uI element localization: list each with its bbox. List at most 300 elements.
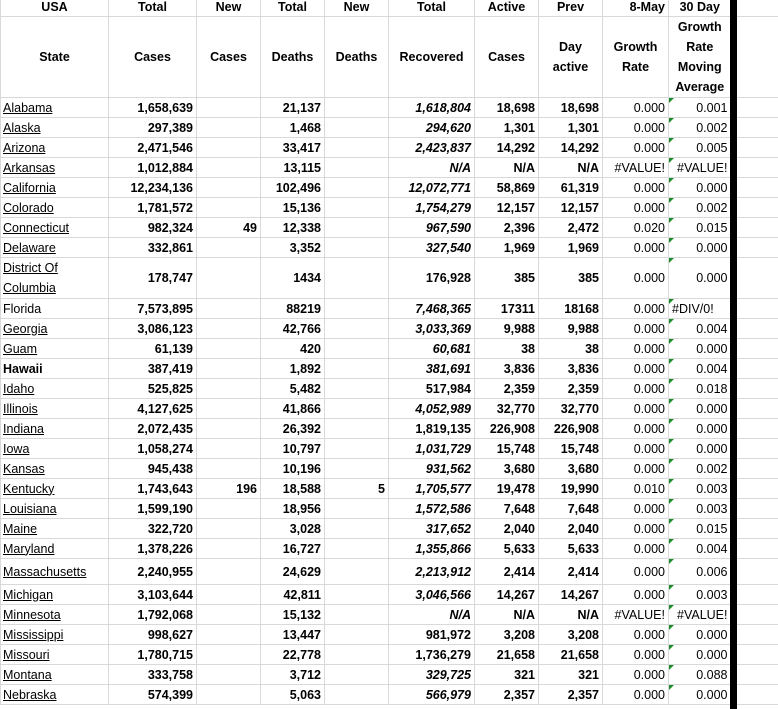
cell-total-cases[interactable]: 332,861 [109,238,197,258]
cell-total-recovered[interactable]: 7,468,365 [389,299,475,319]
cell-moving-average[interactable]: 0.003 [669,499,731,519]
cell-prev-day-active[interactable]: 226,908 [539,419,603,439]
header-new-deaths[interactable]: Deaths [325,17,389,98]
cell-growth-rate[interactable]: 0.000 [603,499,669,519]
cell-total-recovered[interactable]: 3,033,369 [389,319,475,339]
cell-new-cases[interactable] [197,559,261,585]
cell-new-deaths[interactable] [325,319,389,339]
cell-moving-average[interactable]: 0.004 [669,539,731,559]
cell-total-deaths[interactable]: 18,588 [261,479,325,499]
cell-moving-average[interactable]: 0.000 [669,645,731,665]
cell-total-recovered[interactable]: N/A [389,605,475,625]
cell-total-recovered[interactable]: 2,423,837 [389,138,475,158]
cell-state-name[interactable]: Massachusetts [1,559,109,585]
cell-active-cases[interactable]: 18,698 [475,98,539,118]
cell-new-cases[interactable] [197,198,261,218]
cell-total-deaths[interactable]: 3,352 [261,238,325,258]
cell-total-cases[interactable]: 945,438 [109,459,197,479]
cell-moving-average[interactable]: 0.002 [669,459,731,479]
cell-moving-average[interactable]: 0.000 [669,685,731,705]
cell-active-cases[interactable]: 7,648 [475,499,539,519]
header-usa[interactable]: USA [1,0,109,17]
cell-total-cases[interactable]: 61,139 [109,339,197,359]
cell-total-cases[interactable]: 3,086,123 [109,319,197,339]
cell-state-name[interactable]: Louisiana [1,499,109,519]
cell-state-name[interactable]: Mississippi [1,625,109,645]
cell-total-recovered[interactable]: 327,540 [389,238,475,258]
cell-new-cases[interactable] [197,685,261,705]
cell-new-cases[interactable] [197,645,261,665]
cell-total-recovered[interactable]: 1,572,586 [389,499,475,519]
cell-total-recovered[interactable]: 931,562 [389,459,475,479]
cell-total-deaths[interactable]: 41,866 [261,399,325,419]
cell-new-deaths[interactable] [325,625,389,645]
cell-state-name[interactable]: Maine [1,519,109,539]
cell-moving-average[interactable]: 0.001 [669,98,731,118]
cell-growth-rate[interactable]: 0.000 [603,198,669,218]
cell-state-name[interactable]: Illinois [1,399,109,419]
cell-moving-average[interactable]: 0.004 [669,319,731,339]
cell-new-cases[interactable] [197,585,261,605]
cell-growth-rate[interactable]: 0.000 [603,459,669,479]
cell-total-cases[interactable]: 1,012,884 [109,158,197,178]
cell-growth-rate[interactable]: 0.010 [603,479,669,499]
cell-growth-rate[interactable]: 0.000 [603,98,669,118]
cell-state-name[interactable]: California [1,178,109,198]
cell-new-deaths[interactable] [325,419,389,439]
header-total-cases-top[interactable]: Total [109,0,197,17]
cell-total-recovered[interactable]: 3,046,566 [389,585,475,605]
cell-prev-day-active[interactable]: 1,969 [539,238,603,258]
cell-prev-day-active[interactable]: 61,319 [539,178,603,198]
cell-new-cases[interactable] [197,459,261,479]
cell-growth-rate[interactable]: #VALUE! [603,158,669,178]
cell-total-deaths[interactable]: 15,136 [261,198,325,218]
cell-new-deaths[interactable] [325,238,389,258]
cell-new-cases[interactable] [197,339,261,359]
cell-new-deaths[interactable] [325,138,389,158]
cell-active-cases[interactable]: 9,988 [475,319,539,339]
cell-total-deaths[interactable]: 13,115 [261,158,325,178]
cell-total-cases[interactable]: 1,058,274 [109,439,197,459]
cell-total-recovered[interactable]: 294,620 [389,118,475,138]
cell-prev-day-active[interactable]: 5,633 [539,539,603,559]
cell-total-cases[interactable]: 1,781,572 [109,198,197,218]
cell-new-deaths[interactable]: 5 [325,479,389,499]
cell-active-cases[interactable]: 2,396 [475,218,539,238]
cell-total-cases[interactable]: 574,399 [109,685,197,705]
cell-moving-average[interactable]: 0.000 [669,238,731,258]
cell-active-cases[interactable]: 385 [475,258,539,299]
cell-new-cases[interactable] [197,299,261,319]
cell-state-name[interactable]: Iowa [1,439,109,459]
header-active-cases[interactable]: Cases [475,17,539,98]
cell-new-cases[interactable] [197,118,261,138]
cell-total-deaths[interactable]: 18,956 [261,499,325,519]
cell-total-recovered[interactable]: 1,618,804 [389,98,475,118]
header-moving-average[interactable]: Growth Rate Moving Average [669,17,731,98]
cell-state-name[interactable]: Connecticut [1,218,109,238]
cell-new-deaths[interactable] [325,685,389,705]
header-deaths[interactable]: Deaths [261,17,325,98]
cell-state-name[interactable]: District Of Columbia [1,258,109,299]
cell-new-deaths[interactable] [325,665,389,685]
cell-total-cases[interactable]: 4,127,625 [109,399,197,419]
cell-moving-average[interactable]: 0.000 [669,419,731,439]
cell-total-deaths[interactable]: 5,482 [261,379,325,399]
cell-new-deaths[interactable] [325,359,389,379]
cell-active-cases[interactable]: 3,208 [475,625,539,645]
cell-new-deaths[interactable] [325,459,389,479]
cell-new-cases[interactable]: 49 [197,218,261,238]
cell-prev-day-active[interactable]: 2,359 [539,379,603,399]
cell-new-deaths[interactable] [325,158,389,178]
cell-new-deaths[interactable] [325,585,389,605]
cell-new-cases[interactable] [197,399,261,419]
cell-prev-day-active[interactable]: 3,836 [539,359,603,379]
cell-total-cases[interactable]: 1,743,643 [109,479,197,499]
cell-new-cases[interactable] [197,238,261,258]
cell-prev-day-active[interactable]: 38 [539,339,603,359]
cell-moving-average[interactable]: #VALUE! [669,158,731,178]
cell-prev-day-active[interactable]: 12,157 [539,198,603,218]
header-new-deaths-top[interactable]: New [325,0,389,17]
cell-moving-average[interactable]: 0.002 [669,198,731,218]
cell-total-deaths[interactable]: 22,778 [261,645,325,665]
cell-total-cases[interactable]: 2,072,435 [109,419,197,439]
cell-growth-rate[interactable]: 0.000 [603,685,669,705]
cell-total-deaths[interactable]: 1,892 [261,359,325,379]
cell-new-deaths[interactable] [325,198,389,218]
cell-prev-day-active[interactable]: N/A [539,158,603,178]
cell-prev-day-active[interactable]: 21,658 [539,645,603,665]
cell-total-recovered[interactable]: 1,736,279 [389,645,475,665]
cell-total-deaths[interactable]: 1,468 [261,118,325,138]
cell-total-cases[interactable]: 3,103,644 [109,585,197,605]
cell-active-cases[interactable]: N/A [475,158,539,178]
cell-total-recovered[interactable]: 60,681 [389,339,475,359]
cell-state-name[interactable]: Arkansas [1,158,109,178]
cell-total-cases[interactable]: 7,573,895 [109,299,197,319]
cell-total-recovered[interactable]: 176,928 [389,258,475,299]
cell-total-deaths[interactable]: 42,766 [261,319,325,339]
cell-total-recovered[interactable]: 329,725 [389,665,475,685]
cell-prev-day-active[interactable]: 15,748 [539,439,603,459]
cell-active-cases[interactable]: 3,680 [475,459,539,479]
cell-new-cases[interactable] [197,419,261,439]
cell-new-cases[interactable] [197,499,261,519]
cell-moving-average[interactable]: #VALUE! [669,605,731,625]
cell-new-deaths[interactable] [325,519,389,539]
cell-total-deaths[interactable]: 420 [261,339,325,359]
cell-total-recovered[interactable]: 1,355,866 [389,539,475,559]
cell-new-cases[interactable] [197,379,261,399]
cell-moving-average[interactable]: 0.000 [669,399,731,419]
cell-state-name[interactable]: Nebraska [1,685,109,705]
cell-total-deaths[interactable]: 5,063 [261,685,325,705]
cell-total-cases[interactable]: 297,389 [109,118,197,138]
cell-state-name[interactable]: Michigan [1,585,109,605]
cell-new-deaths[interactable] [325,339,389,359]
header-new-cases[interactable]: Cases [197,17,261,98]
cell-growth-rate[interactable]: 0.000 [603,439,669,459]
cell-total-cases[interactable]: 2,471,546 [109,138,197,158]
cell-new-deaths[interactable] [325,605,389,625]
cell-new-cases[interactable] [197,178,261,198]
cell-active-cases[interactable]: 19,478 [475,479,539,499]
cell-new-cases[interactable] [197,319,261,339]
cell-moving-average[interactable]: 0.000 [669,258,731,299]
cell-moving-average[interactable]: 0.000 [669,178,731,198]
cell-new-deaths[interactable] [325,118,389,138]
cell-moving-average[interactable]: 0.015 [669,519,731,539]
cell-new-cases[interactable] [197,625,261,645]
cell-new-cases[interactable] [197,138,261,158]
cell-growth-rate[interactable]: 0.000 [603,118,669,138]
cell-total-recovered[interactable]: N/A [389,158,475,178]
cell-growth-rate[interactable]: 0.000 [603,399,669,419]
cell-growth-rate[interactable]: 0.000 [603,585,669,605]
cell-moving-average[interactable]: 0.000 [669,439,731,459]
cell-new-cases[interactable] [197,539,261,559]
cell-active-cases[interactable]: 32,770 [475,399,539,419]
cell-prev-day-active[interactable]: 1,301 [539,118,603,138]
cell-total-deaths[interactable]: 10,196 [261,459,325,479]
cell-new-deaths[interactable] [325,539,389,559]
cell-moving-average[interactable]: 0.006 [669,559,731,585]
cell-total-deaths[interactable]: 13,447 [261,625,325,645]
cell-total-recovered[interactable]: 1,031,729 [389,439,475,459]
cell-active-cases[interactable]: N/A [475,605,539,625]
cell-state-name[interactable]: Colorado [1,198,109,218]
cell-active-cases[interactable]: 1,301 [475,118,539,138]
header-active-cases-top[interactable]: Active [475,0,539,17]
cell-active-cases[interactable]: 17311 [475,299,539,319]
cell-active-cases[interactable]: 15,748 [475,439,539,459]
cell-total-deaths[interactable]: 1434 [261,258,325,299]
cell-growth-rate[interactable]: #VALUE! [603,605,669,625]
cell-new-deaths[interactable] [325,399,389,419]
cell-new-deaths[interactable] [325,98,389,118]
cell-active-cases[interactable]: 21,658 [475,645,539,665]
cell-moving-average[interactable]: 0.004 [669,359,731,379]
header-state[interactable]: State [1,17,109,98]
cell-prev-day-active[interactable]: 3,208 [539,625,603,645]
cell-state-name[interactable]: Kentucky [1,479,109,499]
cell-new-cases[interactable] [197,519,261,539]
cell-state-name[interactable]: Indiana [1,419,109,439]
cell-prev-day-active[interactable]: 18,698 [539,98,603,118]
cell-total-deaths[interactable]: 88219 [261,299,325,319]
cell-total-deaths[interactable]: 3,028 [261,519,325,539]
cell-prev-day-active[interactable]: 385 [539,258,603,299]
cell-total-deaths[interactable]: 102,496 [261,178,325,198]
header-total-recovered-top[interactable]: Total [389,0,475,17]
cell-new-cases[interactable]: 196 [197,479,261,499]
cell-new-deaths[interactable] [325,178,389,198]
cell-state-name[interactable]: Delaware [1,238,109,258]
cell-total-deaths[interactable]: 3,712 [261,665,325,685]
cell-active-cases[interactable]: 2,357 [475,685,539,705]
cell-total-recovered[interactable]: 981,972 [389,625,475,645]
cell-active-cases[interactable]: 2,414 [475,559,539,585]
cell-active-cases[interactable]: 3,836 [475,359,539,379]
cell-prev-day-active[interactable]: 2,357 [539,685,603,705]
cell-moving-average[interactable]: 0.002 [669,118,731,138]
cell-total-deaths[interactable]: 24,629 [261,559,325,585]
cell-total-cases[interactable]: 982,324 [109,218,197,238]
cell-moving-average[interactable]: 0.018 [669,379,731,399]
cell-state-name[interactable]: Hawaii [1,359,109,379]
cell-growth-rate[interactable]: 0.000 [603,339,669,359]
header-30-day[interactable]: 30 Day [669,0,731,17]
cell-growth-rate[interactable]: 0.000 [603,419,669,439]
cell-new-deaths[interactable] [325,258,389,299]
cell-total-deaths[interactable]: 42,811 [261,585,325,605]
cell-total-recovered[interactable]: 1,705,577 [389,479,475,499]
cell-total-recovered[interactable]: 1,754,279 [389,198,475,218]
cell-total-recovered[interactable]: 517,984 [389,379,475,399]
cell-growth-rate[interactable]: 0.020 [603,218,669,238]
cell-growth-rate[interactable]: 0.000 [603,625,669,645]
header-growth-rate[interactable]: Growth Rate [603,17,669,98]
cell-total-deaths[interactable]: 12,338 [261,218,325,238]
header-total-deaths-top[interactable]: Total [261,0,325,17]
cell-total-cases[interactable]: 1,780,715 [109,645,197,665]
cell-prev-day-active[interactable]: 14,292 [539,138,603,158]
cell-moving-average[interactable]: 0.015 [669,218,731,238]
cell-growth-rate[interactable]: 0.000 [603,539,669,559]
cell-total-recovered[interactable]: 381,691 [389,359,475,379]
cell-prev-day-active[interactable]: 2,414 [539,559,603,585]
cell-growth-rate[interactable]: 0.000 [603,645,669,665]
cell-moving-average[interactable]: 0.003 [669,479,731,499]
cell-prev-day-active[interactable]: N/A [539,605,603,625]
cell-state-name[interactable]: Missouri [1,645,109,665]
header-new-cases-top[interactable]: New [197,0,261,17]
cell-state-name[interactable]: Guam [1,339,109,359]
cell-total-deaths[interactable]: 21,137 [261,98,325,118]
cell-new-deaths[interactable] [325,645,389,665]
cell-total-recovered[interactable]: 967,590 [389,218,475,238]
header-date[interactable]: 8-May [603,0,669,17]
header-prev-day-top[interactable]: Prev [539,0,603,17]
cell-active-cases[interactable]: 321 [475,665,539,685]
cell-total-cases[interactable]: 1,378,226 [109,539,197,559]
cell-new-deaths[interactable] [325,299,389,319]
cell-moving-average[interactable]: 0.088 [669,665,731,685]
cell-new-deaths[interactable] [325,439,389,459]
cell-total-cases[interactable]: 2,240,955 [109,559,197,585]
cell-total-recovered[interactable]: 12,072,771 [389,178,475,198]
cell-growth-rate[interactable]: 0.000 [603,359,669,379]
cell-prev-day-active[interactable]: 7,648 [539,499,603,519]
cell-total-recovered[interactable]: 1,819,135 [389,419,475,439]
cell-total-cases[interactable]: 998,627 [109,625,197,645]
cell-active-cases[interactable]: 14,267 [475,585,539,605]
cell-total-cases[interactable]: 178,747 [109,258,197,299]
cell-new-deaths[interactable] [325,218,389,238]
cell-new-deaths[interactable] [325,379,389,399]
header-cases[interactable]: Cases [109,17,197,98]
cell-new-cases[interactable] [197,98,261,118]
cell-total-recovered[interactable]: 566,979 [389,685,475,705]
cell-total-deaths[interactable]: 10,797 [261,439,325,459]
cell-total-cases[interactable]: 1,658,639 [109,98,197,118]
cell-state-name[interactable]: Florida [1,299,109,319]
cell-state-name[interactable]: Montana [1,665,109,685]
cell-state-name[interactable]: Idaho [1,379,109,399]
cell-total-recovered[interactable]: 317,652 [389,519,475,539]
cell-total-recovered[interactable]: 4,052,989 [389,399,475,419]
cell-moving-average[interactable]: 0.003 [669,585,731,605]
cell-total-cases[interactable]: 322,720 [109,519,197,539]
cell-prev-day-active[interactable]: 14,267 [539,585,603,605]
cell-total-deaths[interactable]: 26,392 [261,419,325,439]
cell-growth-rate[interactable]: 0.000 [603,665,669,685]
cell-state-name[interactable]: Kansas [1,459,109,479]
cell-prev-day-active[interactable]: 32,770 [539,399,603,419]
cell-new-cases[interactable] [197,605,261,625]
cell-state-name[interactable]: Alaska [1,118,109,138]
cell-moving-average[interactable]: 0.000 [669,625,731,645]
cell-active-cases[interactable]: 226,908 [475,419,539,439]
cell-total-deaths[interactable]: 15,132 [261,605,325,625]
cell-active-cases[interactable]: 2,359 [475,379,539,399]
cell-prev-day-active[interactable]: 9,988 [539,319,603,339]
cell-state-name[interactable]: Maryland [1,539,109,559]
cell-moving-average[interactable]: #DIV/0! [669,299,731,319]
cell-moving-average[interactable]: 0.005 [669,138,731,158]
cell-total-cases[interactable]: 387,419 [109,359,197,379]
cell-total-deaths[interactable]: 33,417 [261,138,325,158]
cell-new-cases[interactable] [197,665,261,685]
cell-moving-average[interactable]: 0.000 [669,339,731,359]
cell-state-name[interactable]: Minnesota [1,605,109,625]
cell-growth-rate[interactable]: 0.000 [603,379,669,399]
cell-new-cases[interactable] [197,439,261,459]
cell-active-cases[interactable]: 2,040 [475,519,539,539]
cell-new-cases[interactable] [197,359,261,379]
cell-active-cases[interactable]: 5,633 [475,539,539,559]
cell-active-cases[interactable]: 38 [475,339,539,359]
header-recovered[interactable]: Recovered [389,17,475,98]
cell-state-name[interactable]: Arizona [1,138,109,158]
cell-active-cases[interactable]: 1,969 [475,238,539,258]
cell-growth-rate[interactable]: 0.000 [603,178,669,198]
cell-prev-day-active[interactable]: 2,040 [539,519,603,539]
cell-prev-day-active[interactable]: 18168 [539,299,603,319]
cell-total-deaths[interactable]: 16,727 [261,539,325,559]
cell-growth-rate[interactable]: 0.000 [603,238,669,258]
cell-prev-day-active[interactable]: 2,472 [539,218,603,238]
cell-active-cases[interactable]: 58,869 [475,178,539,198]
cell-state-name[interactable]: Alabama [1,98,109,118]
cell-new-cases[interactable] [197,258,261,299]
cell-new-cases[interactable] [197,158,261,178]
cell-active-cases[interactable]: 12,157 [475,198,539,218]
cell-total-cases[interactable]: 1,599,190 [109,499,197,519]
cell-total-cases[interactable]: 525,825 [109,379,197,399]
cell-prev-day-active[interactable]: 19,990 [539,479,603,499]
cell-growth-rate[interactable]: 0.000 [603,138,669,158]
cell-new-deaths[interactable] [325,559,389,585]
header-prev-day-active[interactable]: Day active [539,17,603,98]
cell-total-cases[interactable]: 12,234,136 [109,178,197,198]
cell-growth-rate[interactable]: 0.000 [603,519,669,539]
cell-growth-rate[interactable]: 0.000 [603,258,669,299]
cell-new-deaths[interactable] [325,499,389,519]
